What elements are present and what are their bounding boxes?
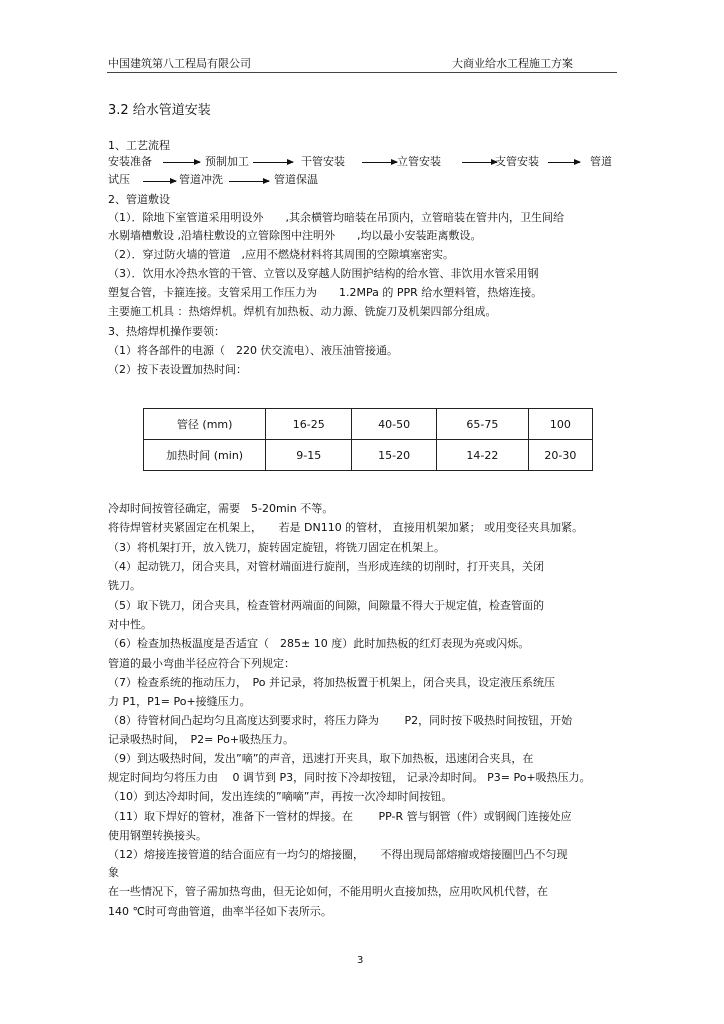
table-cell: 40-50 <box>352 409 437 440</box>
body-line: 水剔墙槽敷设 ,沿墙柱敷设的立管除图中注明外 ,均以最小安装距离敷设。 <box>108 229 482 242</box>
body-line: 塑复合管，卡箍连接。支管采用工作压力为 1.2MPa 的 PPR 给水塑料管，热熔连接。 <box>108 286 543 299</box>
body-line: 对中性。 <box>108 618 152 631</box>
body-line: （3）将机架打开，放入铣刀，旋转固定旋钮，将铣刀固定在机架上。 <box>108 541 445 554</box>
process-step-8: 管道冲洗 <box>179 173 223 186</box>
body-line: 主要施工机具 ：热熔焊机。焊机有加热板、动力源、铣旋刀及机架四部分组成。 <box>108 305 497 318</box>
body-line: （9）到达吸热时间，发出”嘀”的声音，迅速打开夹具，取下加热板，迅速闭合夹具，在 <box>108 752 534 765</box>
process-step-2: 预制加工 <box>205 155 249 168</box>
body-line: （2）按下表设置加热时间： <box>108 363 247 376</box>
body-line: 冷却时间按管径确定，需要 5-20min 不等。 <box>108 502 334 515</box>
header-rule <box>107 72 617 73</box>
body-line: 使用钢塑转换接头。 <box>108 829 207 842</box>
table-cell: 20-30 <box>528 440 592 471</box>
body-line: （7）检查系统的拖动压力， Po 并记录，将加热板置于机架上，闭合夹具，设定液压系统压 <box>108 676 555 689</box>
body-line: （5）取下铣刀，闭合夹具，检查管材两端面的间隙，间隙量不得大于规定值，检查管面的 <box>108 599 544 612</box>
process-step-7: 试压 <box>108 173 130 186</box>
process-step-1: 安装准备 <box>108 155 152 168</box>
body-line: （10）到达冷却时间，发出连续的”嘀嘀”声，再按一次冷却时间按钮。 <box>108 790 453 803</box>
body-line: 规定时间均匀将压力由 0 调节到 P3，同时按下冷却按钮， 记录冷却时间。 P3= Po+吸热压力。 <box>108 771 591 784</box>
body-line: （8）待管材间凸起均匀且高度达到要求时，将压力降为 P2，同时按下吸热时间按钮，开始 <box>108 714 573 727</box>
table-cell: 14-22 <box>437 440 529 471</box>
body-line: （1）将各部件的电源（ 220 伏交流电）、液压油管接通。 <box>108 344 398 357</box>
body-line: 管道的最小弯曲半径应符合下列规定： <box>108 657 295 670</box>
heating-time-table <box>143 408 593 471</box>
table-cell: 管径 (mm) <box>144 409 266 440</box>
body-line: （1）．除地下室管道采用明设外 ,其余横管均暗装在吊顶内，立管暗装在管井内，卫生间给 <box>108 211 564 224</box>
table-row <box>144 440 593 471</box>
flow-arrow-icon <box>163 162 200 163</box>
table-row <box>144 409 593 440</box>
section-title: 3.2 给水管道安装 <box>108 103 211 118</box>
body-line: 在一些情况下，管子需加热弯曲，但无论如何，不能用明火直接加热，应用吹风机代替，在 <box>108 885 548 898</box>
body-line: （2）．穿过防火墙的管道 ,应用不燃烧材料将其周围的空隙填塞密实。 <box>108 248 454 261</box>
table-cell: 16-25 <box>266 409 352 440</box>
body-line: 铣刀。 <box>108 579 141 592</box>
body-line: （4）起动铣刀，闭合夹具，对管材端面进行旋削，当形成连续的切削时，打开夹具，关闭 <box>108 560 544 573</box>
flow-arrow-icon <box>143 181 176 182</box>
table-cell: 15-20 <box>352 440 437 471</box>
body-line: 140 ℃时可弯曲管道，曲率半径如下表所示。 <box>108 905 332 918</box>
body-line: 2、管道敷设 <box>108 193 170 206</box>
flow-arrow-icon <box>362 162 397 163</box>
process-step-5: 支管安装 <box>495 155 539 168</box>
header-right: 大商业给水工程施工方案 <box>452 57 573 70</box>
process-step-9: 管道保温 <box>274 173 318 186</box>
flow-arrow-icon <box>253 162 293 163</box>
flow-arrow-icon <box>229 181 269 182</box>
page-number: 3 <box>357 955 364 966</box>
body-line: 3、热熔焊机操作要领： <box>108 325 225 338</box>
header-left: 中国建筑第八工程局有限公司 <box>108 57 251 70</box>
flow-arrow-icon <box>462 162 497 163</box>
process-step-3: 干管安装 <box>301 155 345 168</box>
table-cell: 100 <box>528 409 592 440</box>
flow-arrow-icon <box>548 162 580 163</box>
body-line: （6）检查加热板温度是否适宜（ 285± 10 度）此时加热板的红灯表现为亮或闪烁。 <box>108 637 530 650</box>
table-cell: 加热时间 (min) <box>144 440 266 471</box>
process-step-6: 管道 <box>590 155 612 168</box>
process-step-4: 立管安装 <box>397 155 441 168</box>
process-heading: 1、工艺流程 <box>108 139 170 152</box>
body-line: （12）熔接连接管道的结合面应有一均匀的熔接圈， 不得出现局部熔瘤或熔接圈凹凸不匀现 <box>108 848 568 861</box>
body-line: 象 <box>108 866 119 879</box>
body-line: 力 P1，P1= Po+接缝压力。 <box>108 695 251 708</box>
body-line: （11）取下焊好的管材，准备下一管材的焊接。在 PP-R 管与钢管（件）或钢阀门连接处应 <box>108 810 572 823</box>
body-line: （3）．饮用水冷热水管的干管、立管以及穿越人防围护结构的给水管、非饮用水管采用钢 <box>108 267 539 280</box>
table-cell: 9-15 <box>266 440 352 471</box>
body-line: 记录吸热时间， P2= Po+吸热压力。 <box>108 733 295 746</box>
table-cell: 65-75 <box>437 409 529 440</box>
body-line: 将待焊管材夹紧固定在机架上， 若是 DN110 的管材， 直接用机架加紧； 或用变径夹具加紧。 <box>108 521 584 534</box>
